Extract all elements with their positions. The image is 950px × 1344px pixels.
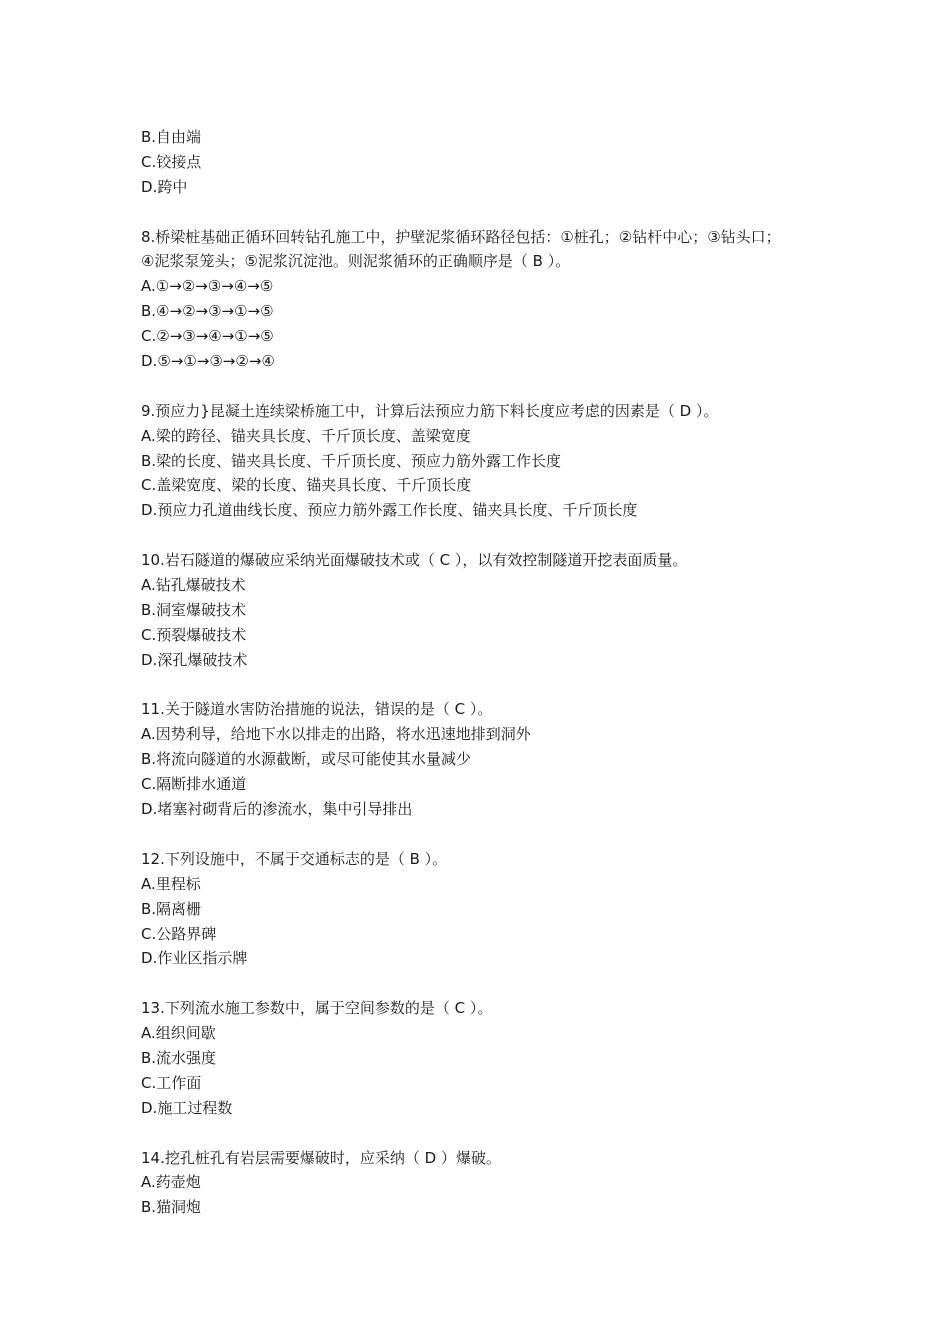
spacer [141, 971, 881, 996]
option-line: D.深孔爆破技术 [141, 650, 248, 669]
question-stem: 11.关于隧道水害防治措施的说法，错误的是（ C ）。 [141, 700, 493, 719]
option-line: D.⑤→①→③→②→④ [141, 352, 275, 371]
option-line: D.跨中 [141, 177, 188, 196]
option-line: A.梁的跨径、锚夹具长度、千斤顶长度、盖梁宽度 [141, 426, 471, 445]
option-line: D.堵塞衬砌背后的渗流水，集中引导排出 [141, 800, 413, 819]
spacer [141, 673, 881, 698]
document-page [141, 125, 881, 1220]
option-line: B.将流向隧道的水源截断，或尽可能使其水量减少 [141, 750, 472, 769]
option-line: A.组织间歇 [141, 1024, 216, 1043]
spacer [141, 200, 881, 225]
spacer [141, 523, 881, 548]
question-11 [141, 697, 881, 821]
question-9 [141, 399, 881, 523]
option-line: A.里程标 [141, 874, 201, 893]
option-line: A.因势利导，给地下水以排走的出路，将水迅速地排到洞外 [141, 725, 531, 744]
option-line: C.公路界碑 [141, 924, 217, 943]
option-line: B.隔离栅 [141, 899, 202, 918]
option-line: A.药壶炮 [141, 1173, 201, 1192]
question-stem: 13.下列流水施工参数中，属于空间参数的是（ C ）。 [141, 999, 493, 1018]
question-stem: 14.挖孔桩孔有岩层需要爆破时，应采纳（ D ）爆破。 [141, 1148, 501, 1167]
spacer [141, 374, 881, 399]
option-line: C.②→③→④→①→⑤ [141, 327, 274, 346]
option-line: A.①→②→③→④→⑤ [141, 277, 274, 296]
option-line: A.钻孔爆破技术 [141, 576, 246, 595]
question-13 [141, 996, 881, 1120]
option-line: C.盖梁宽度、梁的长度、锚夹具长度、千斤顶长度 [141, 476, 472, 495]
option-line: C.隔断排水通道 [141, 775, 247, 794]
option-line: C.铰接点 [141, 152, 202, 171]
option-line: B.流水强度 [141, 1048, 217, 1067]
question-12 [141, 847, 881, 971]
question-8 [141, 225, 881, 374]
question-14 [141, 1146, 881, 1221]
question-10 [141, 548, 881, 672]
option-line: B.④→②→③→①→⑤ [141, 302, 274, 321]
question-7-tail [141, 125, 881, 200]
question-stem: 12.下列设施中，不属于交通标志的是（ B ）。 [141, 849, 448, 868]
question-stem: 10.岩石隧道的爆破应采纳光面爆破技术或（ C ），以有效控制隧道开挖表面质量。 [141, 551, 688, 570]
spacer [141, 1121, 881, 1146]
option-line: C.预裂爆破技术 [141, 625, 247, 644]
option-line: D.作业区指示牌 [141, 949, 248, 968]
option-line: D.预应力孔道曲线长度、预应力筋外露工作长度、锚夹具长度、千斤顶长度 [141, 501, 638, 520]
option-line: D.施工过程数 [141, 1098, 233, 1117]
option-line: C.工作面 [141, 1073, 202, 1092]
spacer [141, 822, 881, 847]
question-stem: ④泥浆泵笼头；⑤泥浆沉淀池。则泥浆循环的正确顺序是（ B ）。 [141, 252, 571, 271]
question-stem: 8.桥梁桩基础正循环回转钻孔施工中，护壁泥浆循环路径包括：①桩孔；②钻杆中心；③钻头口； [141, 227, 781, 246]
option-line: B.梁的长度、锚夹具长度、千斤顶长度、预应力筋外露工作长度 [141, 451, 562, 470]
option-line: B.洞室爆破技术 [141, 600, 247, 619]
option-line: B.猫洞炮 [141, 1198, 202, 1217]
question-stem: 9.预应力}昆凝土连续梁桥施工中，计算后法预应力筋下料长度应考虑的因素是（ D ）。 [141, 401, 719, 420]
option-line: B.自由端 [141, 128, 202, 146]
